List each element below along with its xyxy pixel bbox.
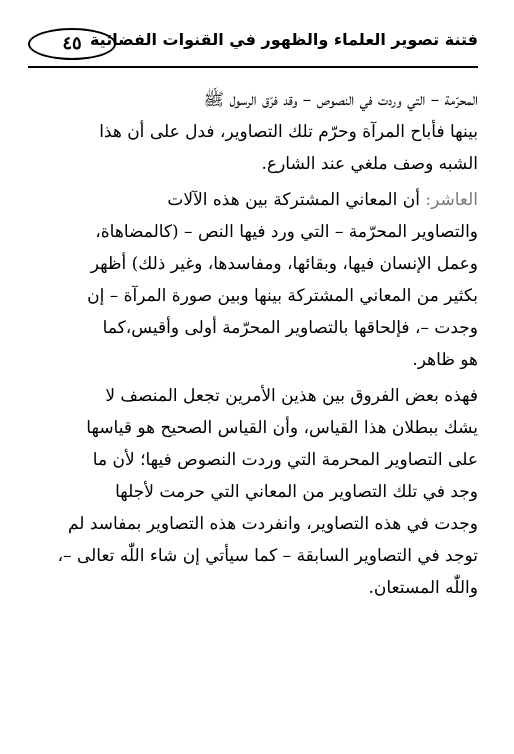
text-line: توجد في التصاوير السابقة – كما سيأتي إن شاء اللّٰه تعالى –، — [57, 546, 478, 566]
text-line: يشك ببطلان هذا القياس، وأن القياس الصحيح هو قياسها — [86, 418, 478, 438]
text-line: بينها فأباح المرآة وحرّم تلك التصاوير، فدل على أن هذا — [99, 122, 478, 142]
section-lead-word: العاشر: — [425, 190, 478, 210]
text-line: بكثير من المعاني المشتركة بينها وبين صورة المرآة – إن — [87, 286, 478, 306]
text-line: واللّٰه المستعان. — [368, 578, 478, 598]
text-line: على التصاوير المحرمة التي وردت النصوص فيها؛ لأن ما — [92, 450, 478, 470]
text-line: المحرّمة – التي وردت في النصوص – وقد فرّق الرسول ﷺ — [203, 90, 478, 110]
header-divider — [28, 66, 478, 68]
text-line: وجد في تلك التصاوير من المعاني التي حرمت لأجلها — [115, 482, 478, 502]
text-line: الشبه وصف ملغي عند الشارع. — [261, 154, 478, 174]
text-line: والتصاوير المحرّمة – التي ورد فيها النص – (كالمضاهاة، — [95, 222, 478, 242]
page-header — [28, 26, 478, 66]
text-line: وعمل الإنسان فيها، وبقائها، ومفاسدها، وغير ذلك) أظهر — [90, 254, 478, 274]
page-number-badge: ٤٥ — [28, 28, 116, 60]
text-line: هو ظاهر. — [412, 350, 478, 370]
paragraph-3 — [34, 380, 478, 604]
body-text — [34, 84, 478, 604]
paragraph-2 — [34, 184, 478, 376]
text-line: وجدت في هذه التصاوير، وانفردت هذه التصاوير بمفاسد لم — [67, 514, 478, 534]
text-line-rest: أن المعاني المشتركة بين هذه الآلات — [167, 190, 426, 210]
running-title: فتنة تصوير العلماء والظهور في القنوات الفضائية — [89, 30, 478, 49]
text-line — [34, 184, 478, 216]
paragraph-1 — [34, 84, 478, 180]
text-line: فهذه بعض الفروق بين هذين الأمرين تجعل المنصف لا — [105, 386, 478, 406]
text-line: وجدت –، فإلحاقها بالتصاوير المحرّمة أولى وأقيس،كما — [102, 318, 478, 338]
